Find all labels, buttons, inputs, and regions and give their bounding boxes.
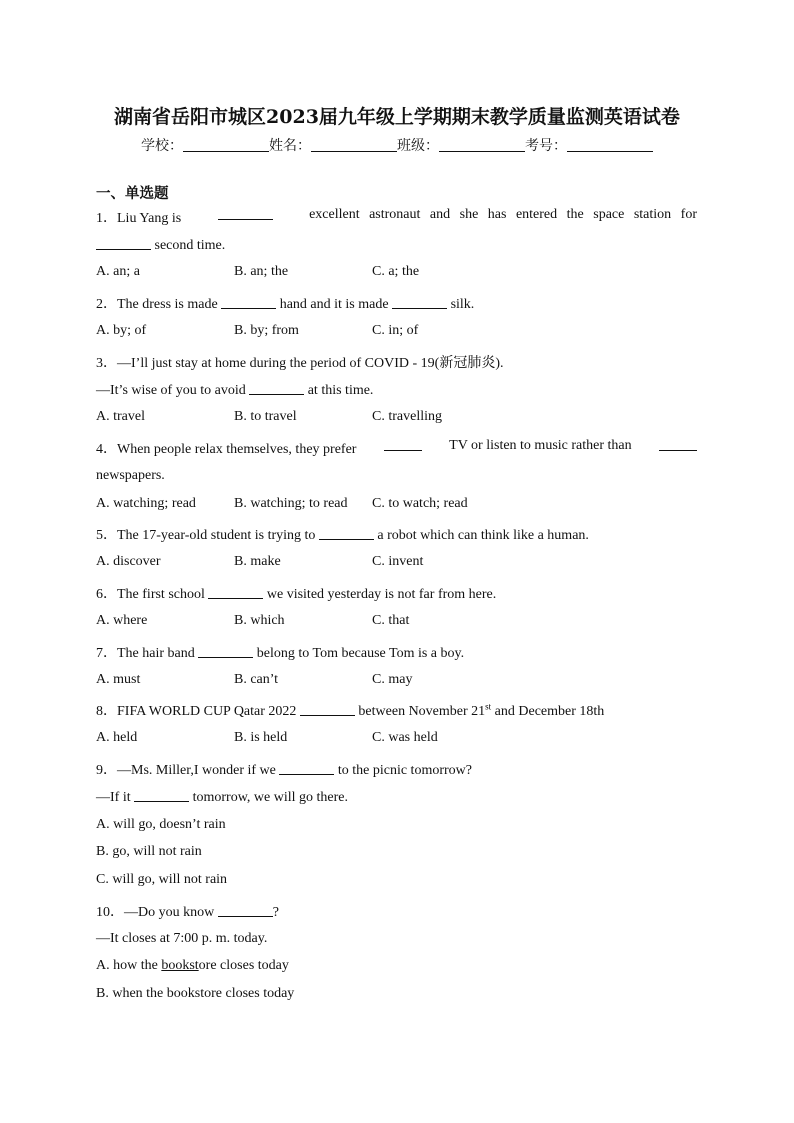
option-a[interactable]: A. held [96, 730, 138, 745]
answer-blank [659, 438, 697, 451]
question-9-text-end: tomorrow, we will go there. [192, 790, 348, 805]
question-3-text: —It’s wise of you to avoid [96, 383, 246, 398]
question-10-line-2: —It closes at 7:00 p. m. today. [96, 931, 268, 946]
question-8-text-cont: between November 21 [358, 704, 486, 719]
name-label: 姓名： [269, 138, 311, 154]
option-a[interactable]: A. travel [96, 409, 145, 424]
answer-blank [392, 296, 447, 309]
question-8-text-end: and December 18th [494, 704, 605, 719]
question-9-line-1 [96, 759, 472, 779]
number-label: 考号： [525, 138, 567, 154]
ordinal-suffix: st [485, 701, 492, 712]
option-b[interactable]: B. go, will not rain [96, 844, 202, 859]
option-b[interactable]: B. make [234, 554, 281, 569]
class-blank[interactable] [439, 137, 525, 152]
answer-blank [249, 382, 304, 395]
option-b[interactable]: B. to travel [234, 409, 297, 424]
answer-blank [319, 527, 374, 540]
question-7 [96, 642, 464, 662]
question-1-options [96, 264, 510, 280]
option-a[interactable]: A. will go, doesn’t rain [96, 817, 226, 832]
answer-blank [279, 762, 334, 775]
question-1-line-2 [96, 237, 225, 254]
question-9-text-reply: —If it [96, 790, 131, 805]
question-1-text: 1．Liu Yang is [96, 211, 182, 226]
school-label: 学校： [141, 138, 183, 154]
question-5 [96, 524, 589, 544]
question-1-line-1 [96, 207, 697, 227]
exam-title: 湖南省岳阳市城区2023届九年级上学期期末教学质量监测英语试卷 [114, 106, 680, 128]
answer-blank [300, 703, 355, 716]
option-a[interactable]: A. discover [96, 554, 161, 569]
question-10-mark: ? [272, 905, 279, 920]
option-c[interactable]: C. that [372, 613, 410, 628]
answer-blank [208, 586, 263, 599]
question-3-text-end: at this time. [307, 383, 374, 398]
option-b[interactable]: B. watching; to read [234, 496, 348, 511]
option-c[interactable]: C. in; of [372, 323, 419, 338]
question-10-line-1 [96, 901, 279, 921]
option-a[interactable]: A. by; of [96, 323, 147, 338]
answer-blank [218, 904, 273, 917]
option-b[interactable]: B. when the bookstore closes today [96, 986, 295, 1001]
question-5-text: 5．The 17-year-old student is trying to [96, 528, 316, 543]
question-7-text: 7．The hair band [96, 646, 195, 661]
question-2-text-end: silk. [450, 297, 475, 312]
question-9-text: 9．—Ms. Miller,I wonder if we [96, 763, 276, 778]
option-c[interactable]: C. to watch; read [372, 496, 468, 511]
option-a[interactable]: A. watching; read [96, 496, 196, 511]
question-8-options [96, 730, 510, 746]
question-5-text-end: a robot which can think like a human. [377, 528, 589, 543]
option-c[interactable]: C. will go, will not rain [96, 872, 228, 887]
question-7-options [96, 672, 510, 688]
option-a-text-end: ore closes today [198, 958, 289, 973]
option-a-underlined: bookst [161, 958, 199, 973]
option-a-text: A. how the [96, 958, 162, 973]
option-a[interactable]: A. must [96, 672, 141, 687]
question-8-text: 8．FIFA WORLD CUP Qatar 2022 [96, 704, 297, 719]
answer-blank [198, 645, 253, 658]
number-blank[interactable] [567, 137, 653, 152]
option-a[interactable]: A. where [96, 613, 148, 628]
question-3-options [96, 409, 510, 425]
question-1-text-cont: excellent astronaut and she has entered the space station for [309, 207, 697, 222]
answer-blank [134, 789, 189, 802]
question-6 [96, 583, 496, 603]
option-c[interactable]: C. may [372, 672, 413, 687]
answer-blank [96, 237, 151, 250]
option-c[interactable]: C. a; the [372, 264, 420, 279]
question-4-text: 4．When people relax themselves, they prefer [96, 442, 357, 457]
option-a[interactable]: A. an; a [96, 264, 140, 279]
question-3-line-1: 3．—I’ll just stay at home during the period of COVID - 19(新冠肺炎). [96, 356, 504, 371]
question-5-options [96, 554, 510, 570]
question-8 [96, 700, 604, 720]
school-blank[interactable] [183, 137, 269, 152]
question-2-options [96, 323, 510, 339]
answer-blank [384, 438, 422, 451]
class-label: 班级： [397, 138, 439, 154]
question-9-text-cont: to the picnic tomorrow? [337, 763, 472, 778]
option-b[interactable]: B. is held [234, 730, 288, 745]
option-b[interactable]: B. by; from [234, 323, 299, 338]
question-2 [96, 293, 474, 313]
question-6-options [96, 613, 510, 629]
option-b[interactable]: B. an; the [234, 264, 289, 279]
question-6-text: 6．The first school [96, 587, 205, 602]
option-c[interactable]: C. was held [372, 730, 438, 745]
student-info-line [0, 135, 794, 155]
option-c[interactable]: C. invent [372, 554, 424, 569]
question-3-line-2 [96, 382, 373, 399]
question-1-text-end: second time. [154, 238, 226, 253]
question-2-text: 2．The dress is made [96, 297, 218, 312]
question-6-text-end: we visited yesterday is not far from here. [266, 587, 497, 602]
option-a[interactable] [96, 958, 289, 974]
question-9-line-2 [96, 789, 348, 806]
question-4-options [96, 496, 510, 512]
section-heading: 一、单选题 [96, 186, 169, 202]
question-4-line-1 [96, 438, 697, 458]
option-b[interactable]: B. can’t [234, 672, 279, 687]
answer-blank [218, 207, 273, 220]
question-2-text-cont: hand and it is made [279, 297, 389, 312]
question-4-text-cont: TV or listen to music rather than [449, 438, 632, 453]
question-10-text: 10．—Do you know [96, 905, 215, 920]
question-7-text-end: belong to Tom because Tom is a boy. [256, 646, 465, 661]
question-4-line-2: newspapers. [96, 468, 165, 483]
answer-blank [221, 296, 276, 309]
option-c[interactable]: C. travelling [372, 409, 442, 424]
name-blank[interactable] [311, 137, 397, 152]
option-b[interactable]: B. which [234, 613, 285, 628]
